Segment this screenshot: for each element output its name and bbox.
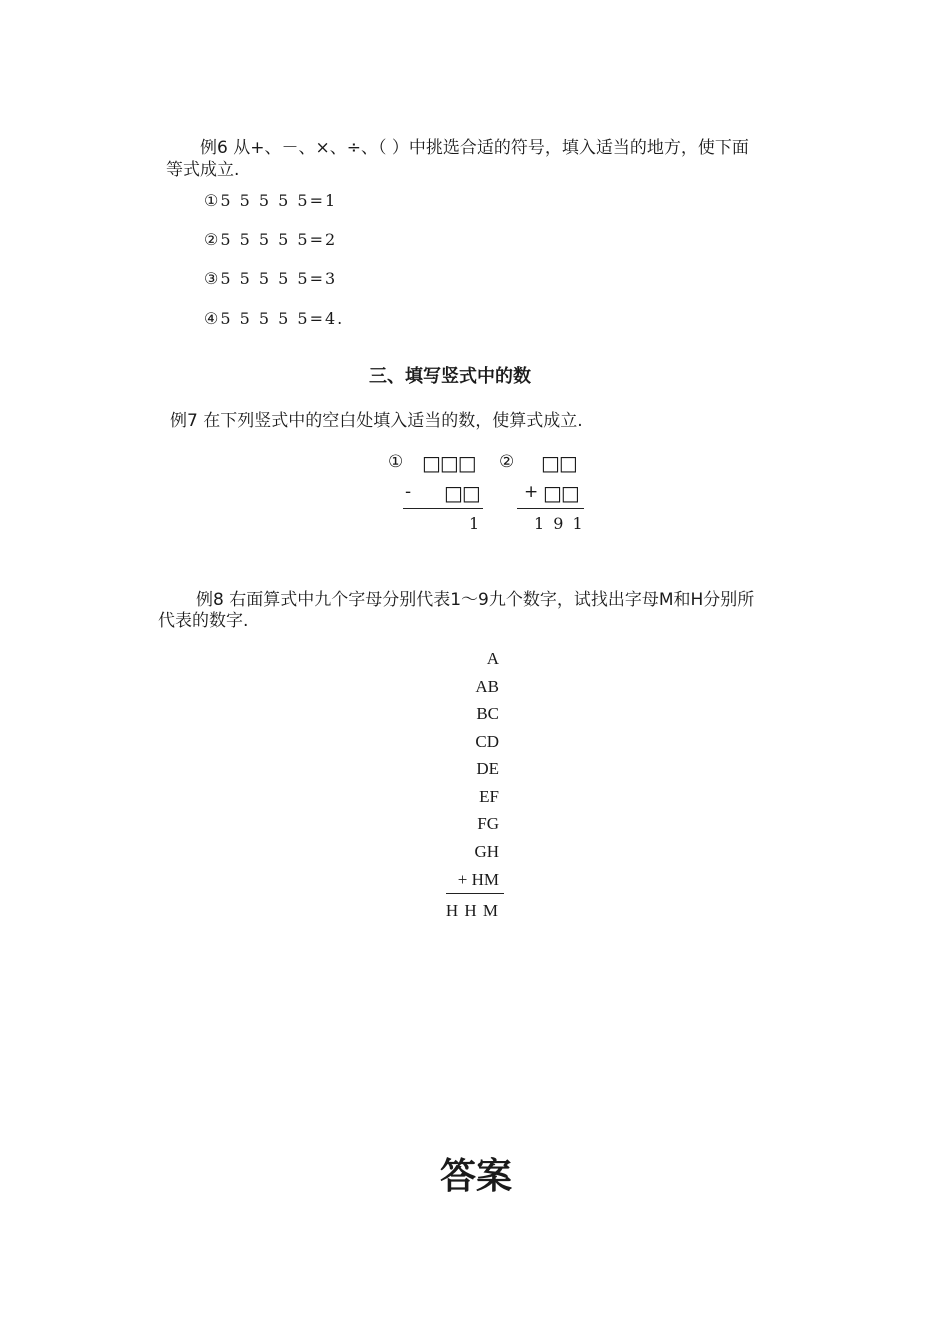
problem2-operator: + [524,482,539,502]
problem1-label: ① [388,452,404,472]
sum-rule [446,893,504,894]
problem1-rule [403,508,483,509]
problem2-bottom-boxes: □□ [543,481,579,505]
problem2-result: 1 9 1 [534,514,585,533]
problem1-bottom-boxes: □□ [444,481,480,505]
addend-row: DE [476,759,499,778]
addend-row: GH [474,842,499,861]
addend-row: FG [477,814,499,833]
addend-row: BC [476,704,499,723]
last-addend: + HM [457,870,499,889]
addend-row: AB [475,677,499,696]
equation-1: ①5 5 5 5 5=1 [204,191,338,210]
example7-text: 例7 在下列竖式中的空白处填入适当的数，使算式成立. [170,411,583,431]
problem2-top-boxes: □□ [541,451,577,475]
addend-row: A [486,649,499,668]
problem1-top-boxes: □□□ [422,451,476,475]
problem2-rule [517,508,584,509]
example8-line1: 例8 右面算式中九个字母分别代表1～9九个数字，试找出字母M和H分别所 [196,590,755,610]
addend-row: EF [479,787,499,806]
sum-result: H H M [445,901,499,920]
addend-row: CD [475,732,499,751]
answer-title: 答案 [440,1155,513,1197]
equation-3: ③5 5 5 5 5=3 [204,269,338,288]
problem1-operator: - [405,482,412,502]
example8-line2: 代表的数字. [158,611,249,631]
problem1-result: 1 [469,514,480,533]
example6-line1: 例6 从+、－、×、÷、（ ）中挑选合适的符号，填入适当的地方，使下面 [200,138,749,158]
equation-2: ②5 5 5 5 5=2 [204,230,338,249]
problem2-label: ② [499,452,515,472]
section-title: 三、填写竖式中的数 [369,366,531,387]
equation-4: ④5 5 5 5 5=4. [204,309,345,328]
example6-line2: 等式成立. [166,160,240,180]
